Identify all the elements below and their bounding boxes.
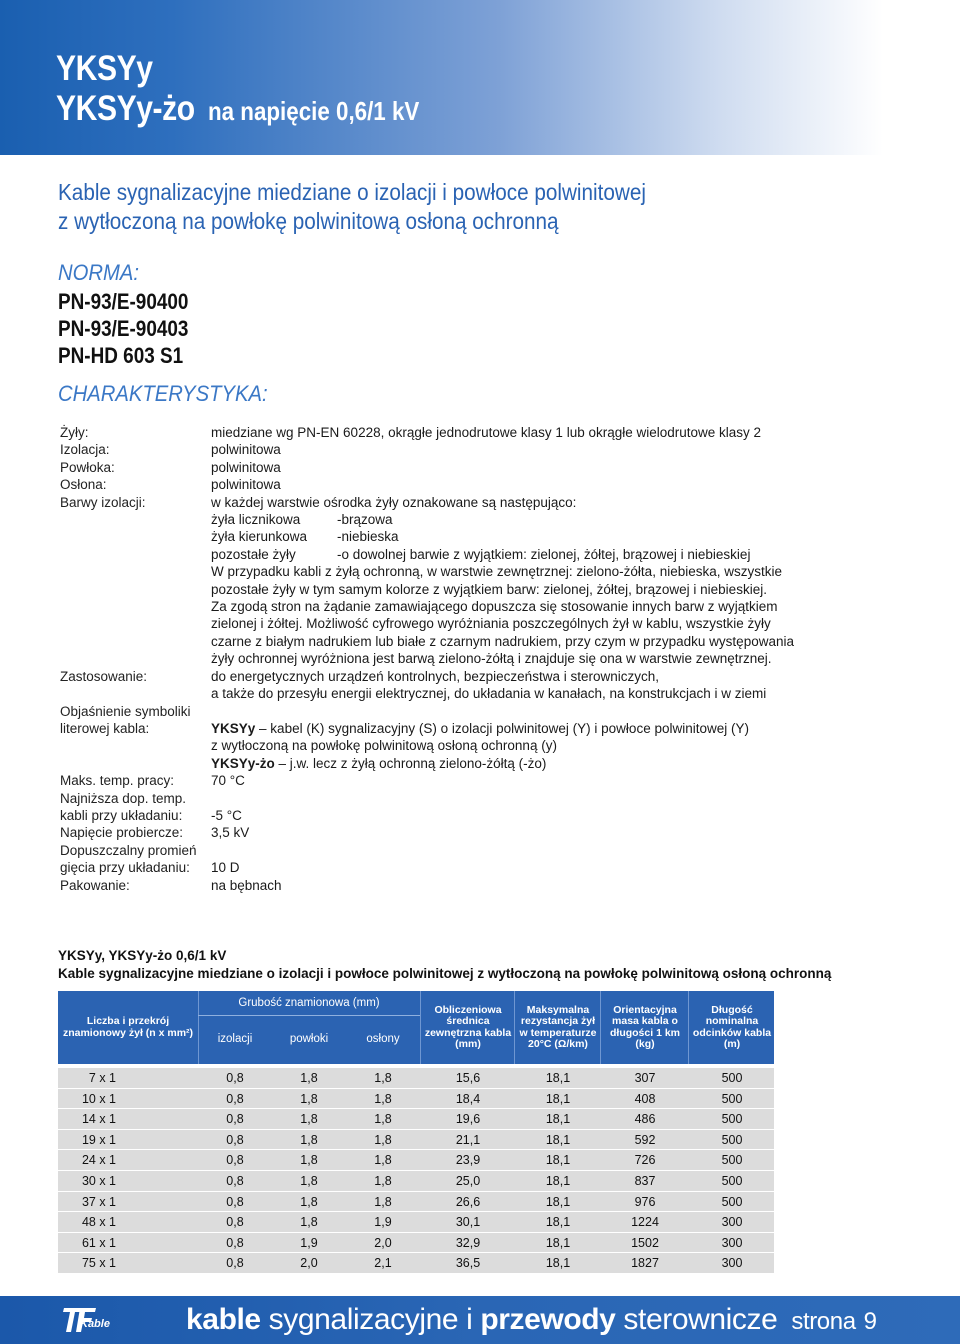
table-row — [58, 1130, 774, 1151]
cell-powloki: 1,8 — [300, 1215, 318, 1230]
cell-przekroj: 37 x 1 — [81, 1194, 116, 1209]
cell-izolacji: 0,8 — [226, 1112, 244, 1127]
cell-dlugosc: 500 — [721, 1132, 743, 1147]
cell-dlugosc: 300 — [721, 1256, 743, 1271]
cell-masa: 1224 — [631, 1215, 659, 1230]
cell-dlugosc: 500 — [721, 1153, 743, 1168]
table-caption: YKSYy, YKSYy-żo 0,6/1 kV Kable sygnalizacyjne miedziane o izolacji i powłoce polwinitowej z wytłoczoną na powłokę polwinitową osłoną ochronną — [58, 948, 832, 981]
cell-powloki: 2,0 — [300, 1256, 318, 1271]
cell-powloki: 1,9 — [300, 1235, 318, 1250]
spec-row-oslona: Osłona: polwinitowa — [60, 477, 281, 493]
cell-dlugosc: 300 — [721, 1235, 743, 1250]
cell-oslony: 1,8 — [374, 1071, 392, 1085]
spec-row-barwy: Barwy izolacji: w każdej warstwie ośrodka żyły oznakowane są następująco: żyła licznikowa -brązowa żyła kierunkowa -niebieska pozostałe żyły -o dowolnej barwie z wyjątkiem: zielonej, żółtej, brązowej i niebieskiej W przypadku kabli z żyłą ochronną, w warstwie zewnętrznej: zielono-żółta, niebieska, wszystkie pozostałe żyły w tym samym kolorze z wyjątkiem barw: zielonej, żółtej, brązowej i niebieskiej. Za zgodą stron na żądanie zamawiającego dopuszcza się stosowanie innych barw z wyjątkiem zielonej i żółtej. Możliwość cyfrowego wyróżniania poszczególnych żył w kablu, wszystkie żyły czarne z białym nadrukiem lub białe z czarnym nadrukiem, przy czym w przypadku występowania żyły ochronnej wyróżniona jest barwą zielono-żółtą i znajduje się ona w warstwie zewnętrznej. — [60, 494, 794, 667]
table-row — [58, 1089, 774, 1110]
table-row — [58, 1150, 774, 1171]
cell-dlugosc: 500 — [721, 1173, 743, 1188]
cell-srednica: 15,6 — [455, 1071, 481, 1085]
title-line2: YKSYy-żo — [56, 89, 195, 128]
cell-izolacji: 0,8 — [226, 1132, 244, 1147]
cell-masa: 408 — [634, 1091, 656, 1106]
cell-powloki: 1,8 — [300, 1091, 318, 1106]
cell-srednica: 32,9 — [455, 1235, 481, 1250]
cell-przekroj: 14 x 1 — [81, 1112, 116, 1127]
spec-row-powloka: Powłoka: polwinitowa — [60, 459, 281, 475]
table-body — [58, 1068, 774, 1274]
cell-rezystancja: 18,1 — [545, 1256, 571, 1271]
cell-przekroj: 24 x 1 — [81, 1153, 116, 1168]
cell-izolacji: 0,8 — [226, 1071, 244, 1085]
spec-row-najnizsza-temp: Najniższa dop. temp. kabli przy układaniu: -5 °C — [60, 790, 242, 823]
cell-masa: 1502 — [631, 1235, 659, 1250]
cell-masa: 486 — [634, 1112, 656, 1127]
cell-oslony: 1,8 — [374, 1091, 392, 1106]
tf-kable-logo — [60, 1304, 120, 1336]
cell-przekroj: 30 x 1 — [81, 1173, 116, 1188]
subtitle: Kable sygnalizacyjne miedziane o izolacji i powłoce polwinitowej z wytłoczoną na powłokę polwinitową osłoną ochronną — [58, 179, 646, 234]
footer-tagline: kable sygnalizacyjne i przewody sterownicze strona 9 — [186, 1303, 877, 1336]
cell-oslony: 1,8 — [374, 1173, 392, 1188]
table-row — [58, 1109, 774, 1130]
header-grubosc: Grubość znamionowa (mm) — [238, 997, 380, 1010]
cell-powloki: 1,8 — [300, 1071, 318, 1085]
cell-srednica: 21,1 — [455, 1132, 481, 1147]
cell-srednica: 18,4 — [455, 1091, 481, 1106]
cell-srednica: 23,9 — [455, 1153, 481, 1168]
cell-rezystancja: 18,1 — [545, 1173, 571, 1188]
cell-oslony: 2,1 — [374, 1256, 392, 1271]
symbol-code: YKSYy-żo — [211, 755, 275, 771]
cell-srednica: 30,1 — [455, 1215, 481, 1230]
header-oslony: osłony — [366, 1033, 400, 1046]
header-powloki: powłoki — [289, 1033, 329, 1046]
specification-list — [60, 424, 920, 894]
page-title — [56, 49, 453, 132]
table-header — [58, 991, 774, 1064]
spec-row-promien: Dopuszczalny promień gięcia przy układaniu: 10 D — [60, 842, 240, 876]
cell-powloki: 1,8 — [300, 1173, 318, 1188]
cell-rezystancja: 18,1 — [545, 1112, 571, 1127]
cell-przekroj: 75 x 1 — [81, 1256, 116, 1271]
header-dlugosc: Długość nominalna odcinków kabla (m) — [692, 1003, 772, 1050]
page-label: strona — [791, 1308, 856, 1335]
cell-rezystancja: 18,1 — [545, 1235, 571, 1250]
spec-row-maks-temp: Maks. temp. pracy: 70 °C — [60, 773, 245, 789]
cell-powloki: 1,8 — [300, 1194, 318, 1209]
cell-srednica: 26,6 — [455, 1194, 481, 1209]
header-liczba: Liczba i przekrój znamionowy żył (n x mm²) — [62, 1015, 194, 1039]
table-row — [58, 1212, 774, 1233]
cell-masa: 307 — [634, 1071, 656, 1085]
title-line1: YKSYy — [56, 49, 153, 88]
table-row — [58, 1192, 774, 1213]
norma-list — [58, 288, 188, 369]
table-row — [58, 1171, 774, 1192]
header-masa: Orientacyjna masa kabla o długości 1 km (kg) — [609, 1003, 681, 1050]
cell-przekroj: 10 x 1 — [81, 1091, 116, 1106]
table-row — [58, 1233, 774, 1254]
norma-item: PN-93/E-90400 — [58, 289, 189, 314]
page-number: 9 — [863, 1308, 877, 1335]
spec-row-zyly: Żyły: miedziane wg PN-EN 60228, okrągłe jednodrutowe klasy 1 lub okrągłe wielodrutowe klasy 2 — [60, 425, 762, 440]
cell-powloki: 1,8 — [300, 1153, 318, 1168]
cell-przekroj: 61 x 1 — [81, 1235, 116, 1250]
cell-oslony: 2,0 — [374, 1235, 392, 1250]
cell-dlugosc: 500 — [721, 1194, 743, 1209]
cell-izolacji: 0,8 — [226, 1256, 244, 1271]
cell-masa: 1827 — [631, 1256, 659, 1271]
cell-dlugosc: 500 — [721, 1091, 743, 1106]
cell-srednica: 25,0 — [455, 1173, 481, 1188]
cell-rezystancja: 18,1 — [545, 1132, 571, 1147]
symbol-code: YKSYy — [211, 720, 256, 736]
spec-row-objasnienie: Objaśnienie symboliki literowej kabla: YKSYy – kabel (K) sygnalizacyjny (S) o izolacji polwinitowej (Y) i powłoce polwinitowej (Y) z wytłoczoną na powłokę polwinitową osłoną ochronną (y) YKSYy-żo – j.w. lecz z żyłą ochronną zielono-żółtą (-żo) — [60, 703, 749, 771]
cell-oslony: 1,8 — [374, 1132, 392, 1147]
cell-powloki: 1,8 — [300, 1112, 318, 1127]
spec-row-pakowanie: Pakowanie: na bębnach — [60, 877, 282, 893]
cell-izolacji: 0,8 — [226, 1235, 244, 1250]
header-rezystancja: Maksymalna rezystancja żył w temperaturze 20°C (Ω/km) — [519, 1003, 597, 1050]
cell-izolacji: 0,8 — [226, 1153, 244, 1168]
cell-dlugosc: 300 — [721, 1215, 743, 1230]
cell-rezystancja: 18,1 — [545, 1215, 571, 1230]
cell-srednica: 36,5 — [455, 1256, 481, 1271]
spec-row-napiecie: Napięcie probiercze: 3,5 kV — [60, 825, 250, 841]
table-row — [58, 1253, 774, 1274]
cell-rezystancja: 18,1 — [545, 1071, 571, 1085]
cell-powloki: 1,8 — [300, 1132, 318, 1147]
cell-masa: 592 — [634, 1132, 656, 1147]
norma-label: NORMA: — [58, 260, 139, 285]
cell-masa: 976 — [634, 1194, 656, 1209]
cell-przekroj: 19 x 1 — [81, 1132, 116, 1147]
norma-item: PN-93/E-90403 — [58, 316, 189, 341]
cell-izolacji: 0,8 — [226, 1173, 244, 1188]
cell-dlugosc: 500 — [721, 1071, 743, 1085]
spec-row-zastosowanie: Zastosowanie: do energetycznych urządzeń kontrolnych, bezpieczeństwa i sterowniczych, a także do przesyłu energii elektrycznej, do układania w kanałach, na konstrukcjach i w ziemi — [60, 668, 767, 702]
cell-przekroj: 7 x 1 — [88, 1071, 116, 1085]
header-izolacji: izolacji — [217, 1033, 253, 1046]
cell-oslony: 1,8 — [374, 1153, 392, 1168]
cell-oslony: 1,9 — [374, 1215, 392, 1230]
charakterystyka-label: CHARAKTERYSTYKA: — [58, 381, 268, 406]
cell-rezystancja: 18,1 — [545, 1091, 571, 1106]
cell-oslony: 1,8 — [374, 1112, 392, 1127]
table-row — [58, 1068, 774, 1089]
logo-text: Kable — [80, 1318, 110, 1330]
cell-masa: 837 — [634, 1173, 656, 1188]
cell-izolacji: 0,8 — [226, 1215, 244, 1230]
cell-dlugosc: 500 — [721, 1112, 743, 1127]
cell-srednica: 19,6 — [455, 1112, 481, 1127]
norma-item: PN-HD 603 S1 — [58, 343, 184, 368]
title-suffix: na napięcie 0,6/1 kV — [207, 96, 420, 126]
cell-oslony: 1,8 — [374, 1194, 392, 1209]
spec-row-izolacja: Izolacja: polwinitowa — [60, 442, 281, 458]
cell-masa: 726 — [634, 1153, 656, 1168]
cell-izolacji: 0,8 — [226, 1091, 244, 1106]
cell-przekroj: 48 x 1 — [81, 1215, 116, 1230]
cell-rezystancja: 18,1 — [545, 1194, 571, 1209]
header-srednica: Obliczeniowa średnica zewnętrzna kabla (mm) — [424, 1003, 512, 1050]
cell-izolacji: 0,8 — [226, 1194, 244, 1209]
cell-rezystancja: 18,1 — [545, 1153, 571, 1168]
